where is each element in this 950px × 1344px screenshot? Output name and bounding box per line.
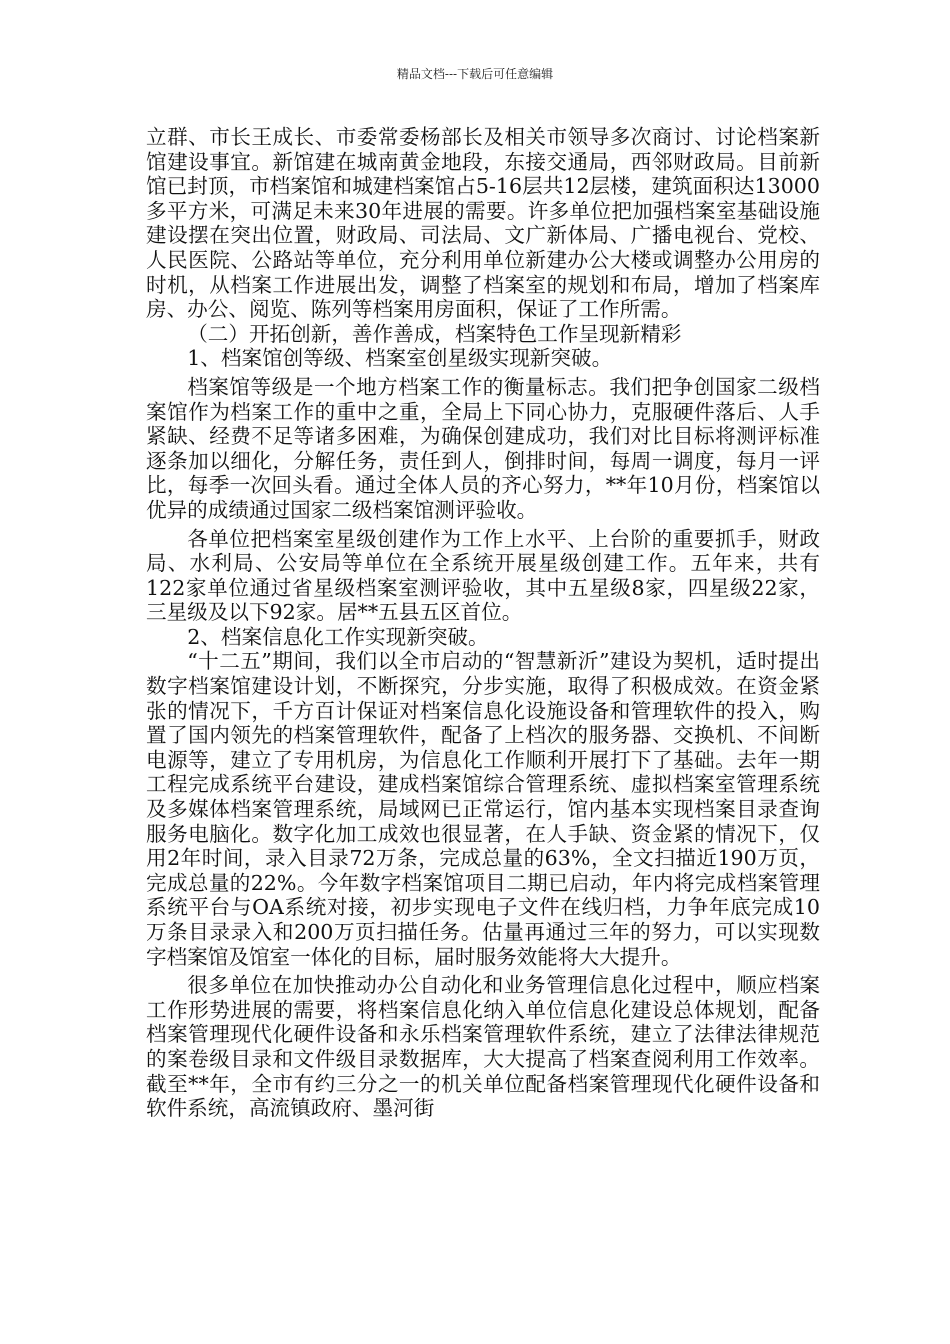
paragraph-archive-level: 档案馆等级是一个地方档案工作的衡量标志。我们把争创国家二级档案馆作为档案工作的重中之重，全局上下同心协力，克服硬件落后、人手紧缺、经费不足等诸多困难，为确保创建成功，我们对比目标将测评标准逐条加以细化，分解任务，责任到人，倒排时间，每周一调度，每月一评比，每季一次回头看。通过全体人员的齐心努力，**年10月份，档案馆以优异的成绩通过国家二级档案馆测评验收。 — [146, 374, 820, 522]
subheading-ranking-breakthrough: 1、档案馆创等级、档案室创星级实现新突破。 — [187, 346, 613, 371]
paragraph-archive-building: 立群、市长王成长、市委常委杨部长及相关市领导多次商讨、讨论档案新馆建设事宜。新馆建在城南黄金地段，东接交通局，西邻财政局。目前新馆已封顶，市档案馆和城建档案馆占5-16层共12层楼，建筑面积达13000多平方米，可满足未来30年进展的需要。许多单位把加强档案室基础设施建设摆在突出位置，财政局、司法局、文广新体局、广播电视台、党校、人民医院、公路站等单位，充分利用单位新建办公大楼或调整办公用房的时机，从档案工作进展出发，调整了档案室的规划和布局，增加了档案库房、办公、阅览、陈列等档案用房面积，保证了工作所需。 — [146, 125, 820, 322]
section-heading-innovation: （二）开拓创新，善作善成，档案特色工作呈现新精彩 — [187, 321, 682, 346]
paragraph-digital-archive: “十二五”期间，我们以全市启动的“智慧新沂”建设为契机，适时提出数字档案馆建设计划，不断探究，分步实施，取得了积极成效。在资金紧张的情况下，千方百计保证对档案信息化设施设备和管理软件的投入，购置了国内领先的档案管理软件，配备了上档次的服务器、交换机、不间断电源等，建立了专用机房，为信息化工作顺利开展打下了基础。去年一期工程完成系统平台建设，建成档案馆综合管理系统、虚拟档案室管理系统及多媒体档案管理系统，局域网已正常运行，馆内基本实现档案目录查询服务电脑化。数字化加工成效也很显著，在人手缺、资金紧的情况下，仅用2年时间，录入目录72万条，完成总量的63%，全文扫描近190万页，完成总量的22%。今年数字档案馆项目二期已启动，年内将完成档案管理系统平台与OA系统对接，初步实现电子文件在线归档，力争年底完成10万条目录录入和200万页扫描任务。估量再通过三年的努力，可以实现数字档案馆及馆室一体化的目标，届时服务效能将大大提升。 — [146, 649, 820, 969]
subheading-informatization: 2、档案信息化工作实现新突破。 — [187, 624, 489, 649]
paragraph-star-rating: 各单位把档案室星级创建作为工作上水平、上台阶的重要抓手，财政局、水利局、公安局等单位在全系统开展星级创建工作。五年来，共有122家单位通过省星级档案室测评验收，其中五星级8家，四星级22家，三星级及以下92家。居**五县五区首位。 — [146, 526, 820, 625]
page-header: 精品文档---下载后可任意编辑 — [396, 67, 554, 81]
paragraph-unit-informatization: 很多单位在加快推动办公自动化和业务管理信息化过程中，顺应档案工作形势进展的需要，将档案信息化纳入单位信息化建设总体规划，配备档案管理现代化硬件设备和永乐档案管理软件系统，建立了法律法律规范的案卷级目录和文件级目录数据库，大大提高了档案查阅利用工作效率。截至**年，全市有约三分之一的机关单位配备档案管理现代化硬件设备和软件系统，高流镇政府、墨河街 — [146, 973, 820, 1121]
document-body — [146, 125, 820, 1121]
